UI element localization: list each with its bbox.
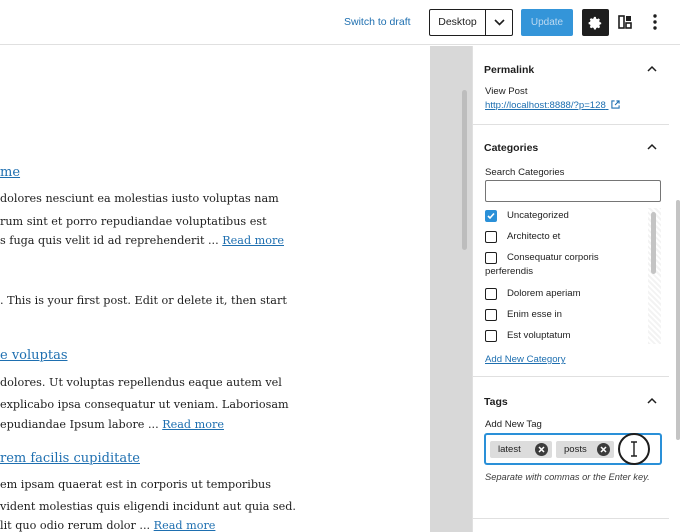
sidebar-scrollbar[interactable] (676, 200, 680, 440)
checkmark-icon (486, 211, 496, 221)
category-label: Dolorem aperiam (507, 288, 581, 299)
chevron-up-icon (645, 62, 659, 76)
tag-chip (490, 441, 552, 458)
post-title-link[interactable]: rem facilis cupiditate (0, 451, 140, 466)
post-excerpt-line: dolores. Ut voluptas repellendus eaque autem vel (0, 376, 282, 389)
tag-chip-label: posts (564, 444, 587, 455)
block-inserter-layout-button[interactable] (614, 11, 636, 33)
panel-title: Permalink (484, 64, 535, 76)
settings-sidebar (472, 46, 680, 532)
post-excerpt-line: dolores nesciunt ea molestias iusto voluptas nam (0, 192, 279, 205)
panel-divider (473, 124, 669, 125)
view-post-label: View Post (485, 86, 528, 97)
category-label: Consequatur corporis perferendis (485, 252, 599, 277)
category-label: Enim esse in (507, 309, 562, 320)
editor-canvas (0, 46, 430, 532)
close-icon (535, 443, 548, 456)
chevron-up-icon (645, 140, 659, 154)
canvas-scrollbar[interactable] (462, 90, 467, 250)
categories-panel-toggle[interactable] (473, 130, 669, 164)
close-icon (597, 443, 610, 456)
search-categories-input[interactable] (485, 180, 661, 202)
gear-icon (588, 15, 603, 30)
categories-scrollbar[interactable] (651, 212, 656, 274)
panel-divider (473, 518, 669, 519)
category-label: Architecto et (507, 231, 561, 242)
post-title-link[interactable]: e voluptas (0, 348, 68, 363)
panel-divider (473, 376, 669, 377)
cursor-highlight (618, 433, 650, 465)
category-label: Est voluptatum (507, 330, 571, 341)
text-cursor-icon (620, 435, 648, 463)
post-excerpt-text: s fuga quis velit id ad reprehenderit ... (0, 234, 219, 247)
permalink-url-link[interactable] (485, 100, 620, 111)
post-excerpt-line (0, 234, 284, 247)
post-excerpt-line: em ipsam quaerat est in corporis ut temporibus (0, 478, 271, 491)
remove-tag-button[interactable] (535, 443, 548, 456)
chevron-up-icon (645, 394, 659, 408)
read-more-link[interactable]: Read more (162, 418, 224, 431)
post-excerpt-line (0, 519, 215, 532)
external-link-icon (611, 100, 620, 109)
layout-icon (618, 15, 632, 29)
post-title-link[interactable]: me (0, 165, 21, 180)
device-preview-label[interactable]: Desktop (430, 10, 486, 35)
panel-title: Categories (484, 142, 539, 154)
post-excerpt-line: vident molestias quis eligendi incidunt aut quia sed. (0, 500, 296, 513)
permalink-panel-toggle[interactable] (473, 52, 669, 86)
tag-chip-label: latest (498, 444, 521, 455)
read-more-link[interactable]: Read more (222, 234, 284, 247)
tag-chip (556, 441, 614, 458)
checkbox[interactable] (485, 288, 497, 300)
checkbox[interactable] (485, 330, 497, 342)
category-checkbox-item[interactable] (485, 252, 645, 280)
remove-tag-button[interactable] (597, 443, 610, 456)
checkbox[interactable] (485, 309, 497, 321)
add-new-tag-label: Add New Tag (485, 419, 542, 430)
read-more-link[interactable]: Read more (153, 519, 216, 532)
device-preview-select[interactable] (429, 9, 513, 36)
post-excerpt-line: . This is your first post. Edit or delete it, then start (0, 294, 287, 307)
post-excerpt-line: explicabo ipsa consequatur ut veniam. Laboriosam (0, 398, 289, 411)
more-options-button[interactable] (645, 11, 665, 33)
panel-title: Tags (484, 396, 508, 408)
editor-header (0, 0, 680, 45)
post-excerpt-line (0, 418, 224, 431)
checkbox[interactable] (485, 231, 497, 243)
permalink-url: http://localhost:8888/?p=128 (485, 100, 606, 111)
tags-help-text: Separate with commas or the Enter key. (485, 472, 650, 482)
checkbox-checked[interactable] (485, 210, 497, 222)
settings-button[interactable] (582, 9, 609, 36)
vertical-ellipsis-icon (653, 14, 657, 30)
tags-panel-toggle[interactable] (473, 384, 669, 418)
switch-to-draft-button[interactable]: Switch to draft (344, 16, 411, 28)
post-excerpt-line: rum sint et porro repudiandae voluptatibus est (0, 215, 267, 228)
post-excerpt-text: epudiandae Ipsum labore ... (0, 418, 159, 431)
post-excerpt-text: lit quo odio rerum dolor ... (0, 519, 151, 532)
update-button[interactable]: Update (521, 9, 573, 36)
search-categories-label: Search Categories (485, 167, 565, 178)
category-label: Uncategorized (507, 210, 569, 221)
add-new-category-link[interactable]: Add New Category (485, 354, 566, 365)
chevron-down-icon[interactable] (486, 10, 512, 35)
